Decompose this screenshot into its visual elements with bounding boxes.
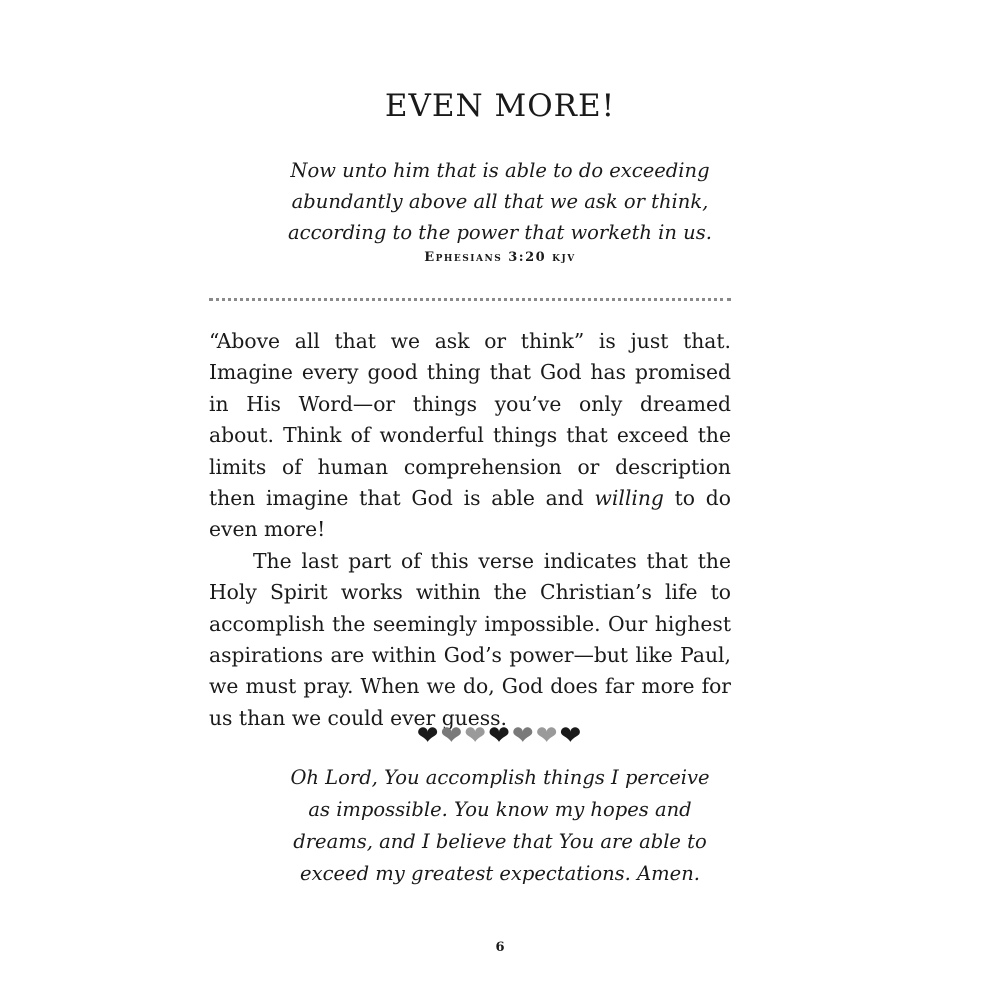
prayer <box>230 762 770 890</box>
verse-line: abundantly above all that we ask or think, <box>291 190 709 213</box>
heart-icon: ❤ <box>535 721 560 751</box>
prayer-line: exceed my greatest expectations. Amen. <box>300 862 700 885</box>
verse-reference: Ephesians 3:20 kjv <box>424 250 576 265</box>
body-paragraph <box>209 326 731 546</box>
scripture-verse <box>230 155 770 248</box>
verse-line: according to the power that worketh in us. <box>288 221 712 244</box>
body-emphasis: willing <box>594 486 664 511</box>
prayer-line: as impossible. You know my hopes and <box>308 798 692 821</box>
heart-icon: ❤ <box>464 721 489 751</box>
page-number: 6 <box>495 940 505 955</box>
body-text-run: “Above all that we ask or think” is just that. Imagine every good thing that God has promised in His Word—or things you’ve only dreamed about. Think of wonderful things that exceed the limits of human comprehension or description then imagine that God is able and <box>209 329 731 511</box>
prayer-line: dreams, and I believe that You are able to <box>293 830 707 853</box>
dotted-divider <box>209 298 731 301</box>
body-text-run: to do even more! <box>209 486 731 542</box>
heart-icon: ❤ <box>511 721 536 751</box>
prayer-line: Oh Lord, You accomplish things I perceive <box>290 766 710 789</box>
heart-icon: ❤ <box>416 721 441 751</box>
devotional-body <box>209 326 731 734</box>
heart-icon: ❤ <box>559 721 584 751</box>
body-paragraph: The last part of this verse indicates that the Holy Spirit works within the Christian’s life to accomplish the seemingly impossible. Our highest aspirations are within God’s power—but like Paul, we must pray. When we do, God does far more for us than we could ever guess. <box>209 548 731 730</box>
verse-line: Now unto him that is able to do exceeding <box>290 159 710 182</box>
heart-icon: ❤ <box>488 721 512 751</box>
heart-icon: ❤ <box>440 721 465 751</box>
heart-ornament <box>0 722 1000 750</box>
page-title: EVEN MORE! <box>384 88 616 124</box>
